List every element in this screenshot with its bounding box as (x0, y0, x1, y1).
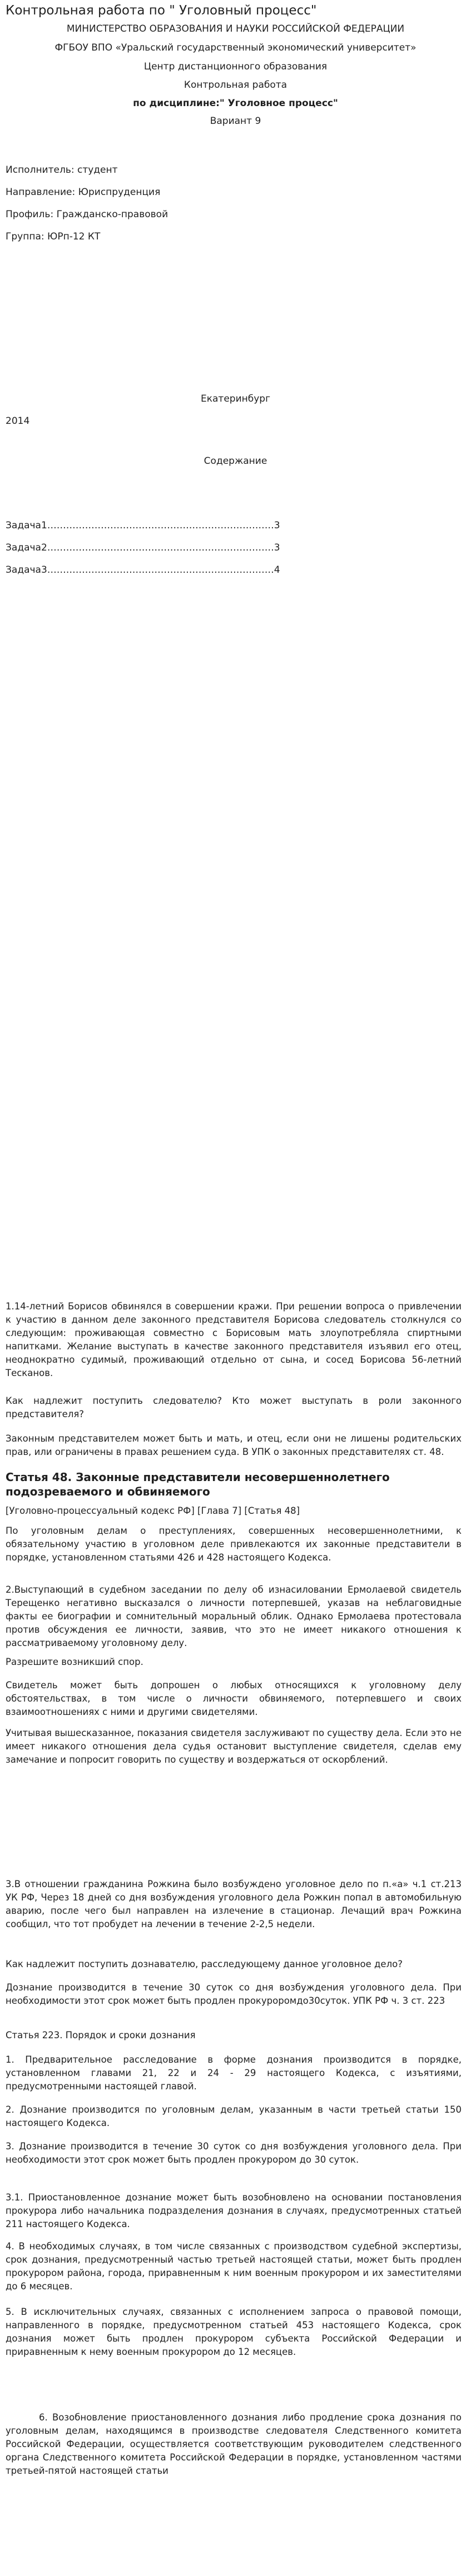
discipline-line: по дисциплине:" Уголовное процесс" (133, 98, 338, 109)
profile-line: Профиль: Гражданско-правовой (6, 209, 168, 220)
article-223-item: 3.1. Приостановленное дознание может быть возобновлено на основании постановления прокурора либо начальника подразделения дознания в случаях, предусмотренных статьей 211 настоящего Кодекса. (6, 2192, 462, 2229)
group-line: Группа: ЮРп-12 КТ (6, 231, 101, 242)
year-line: 2014 (6, 416, 30, 427)
work-type-line: Контрольная работа (184, 79, 287, 91)
article-223-item: 1. Предварительное расследование в форме дознания производится в порядке, установленном главами 21, 22 и 24 - 29 настоящего Кодекса, с изъятиями, предусмотренными настоящей главой. (6, 2054, 462, 2092)
page-title: Контрольная работа по " Уголовный процесс" (6, 3, 317, 18)
city-line: Екатеринбург (200, 393, 270, 404)
task2-question: Разрешите возникший спор. (6, 1657, 143, 1667)
article-48-source: [Уголовно-процессуальный кодекс РФ] [Глава 7] [Статья 48] (6, 1505, 300, 1516)
task2-answer-1: Свидетель может быть допрошен о любых относящихся к уголовному делу обстоятельствах, в том числе о личности обвиняемого, потерпевшего и своих взаимоотношениях с ними и другими свидетелями. (6, 1680, 462, 1717)
university-line: ФГБОУ ВПО «Уральский государственный экономический университет» (54, 42, 417, 53)
toc-row: Задача2………………………………………………………………3 (6, 542, 280, 553)
task1-answer: Законным представителем может быть и мать, и отец, если они не лишены родительских прав, или ограничены в правах решением суда. В УПК о законных представителях ст. 48. (6, 1433, 462, 1457)
article-223-item: 3. Дознание производится в течение 30 суток со дня возбуждения уголовного дела. При необходимости этот срок может быть продлен прокурором до 30 суток. (6, 2141, 462, 2165)
article-223-item: 2. Дознание производится по уголовным делам, указанным в части третьей статьи 150 настоящего Кодекса. (6, 2104, 462, 2128)
executor-line: Исполнитель: студент (6, 164, 118, 176)
task3-condition: 3.В отношении гражданина Рожкина было возбуждено уголовное дело по п.«а» ч.1 ст.213 УК РФ, Через 18 дней со дня возбуждения уголовного дела Рожкин попал в автомобильную аварию, после чего был направлен на излечение в стационар. Лечащий врач Рожкина сообщил, что тот пробудет на лечении в течение 2-2,5 недели. (6, 1879, 462, 1929)
toc-row: Задача1………………………………………………………………3 (6, 520, 280, 531)
task2-answer-2: Учитывая вышесказанное, показания свидетеля заслуживают по существу дела. Если это не имеет никакого отношения дела судья остановит выступление свидетеля, сделав ему замечание и попросит говорить по существу и воздержаться от оскорблений. (6, 1728, 462, 1765)
direction-line: Направление: Юриспруденция (6, 187, 161, 198)
variant-line: Вариант 9 (210, 116, 261, 127)
toc-heading: Содержание (204, 456, 267, 467)
center-line: Центр дистанционного образования (143, 61, 328, 72)
article-48-text: По уголовным делам о преступлениях, совершенных несовершеннолетними, к обязательному участию в уголовном деле привлекаются их законные представители в порядке, установленном статьями 426 и 428 настоящего Кодекса. (6, 1525, 462, 1563)
toc-row: Задача3………………………………………………………………4 (6, 564, 280, 576)
article-223-item: 4. В необходимых случаях, в том числе связанных с производством судебной экспертизы, срок дознания, предусмотренный частью третьей настоящей статьи, может быть продлен прокурором района, города, приравненным к ним военным прокурором и их заместителями до 6 месяцев. (6, 2241, 462, 2292)
task1-condition: 1.14-летний Борисов обвинялся в совершении кражи. При решении вопроса о привлечении к участию в данном деле законного представителя Борисова следователь столкнулся со следующим: проживающая совместно с Борисовым мать злоупотребляла спиртными напитками. Желание выступать в качестве законного представителя изъявил его отец, неоднократно судимый, проживающий отдельно от сына, и сосед Борисова 56-летний Тесканов. (6, 1301, 462, 1378)
article-223-item-6: 6. Возобновление приостановленного дознания либо продление срока дознания по уголовным делам, находящимся в производстве следователя Следственного комитета Российской Федерации, осуществляется соответствующим руководителем следственного органа Следственного комитета Российской Федерации в порядке, установленном частями третьей-пятой настоящей статьи (6, 2412, 462, 2476)
article-223-title: Статья 223. Порядок и сроки дознания (6, 2030, 196, 2040)
task3-question: Как надлежит поступить дознавателю, расследующему данное уголовное дело? (6, 1959, 403, 1969)
article-223-item: 5. В исключительных случаях, связанных с исполнением запроса о правовой помощи, направленного в порядке, предусмотренном статьей 453 настоящего Кодекса, срок дознания может быть продлен прокурором субъекта Российской Федерации и приравненным к нему военным прокурором до 12 месяцев. (6, 2307, 462, 2357)
task1-question: Как надлежит поступить следователю? Кто может выступать в роли законного представителя? (6, 1395, 462, 1419)
task2-condition: 2.Выступающий в судебном заседании по делу об изнасиловании Ермолаевой свидетель Терещенко негативно высказался о личности потерпевшей, указав на неблаговидные факты ее биографии и сомнительный моральный облик. Однако Ермолаева протестовала против обсуждения ее личности, заявив, что это не имеет никакого отношения к рассматриваемому уголовному делу. (6, 1584, 462, 1648)
task3-answer: Дознание производится в течение 30 суток со дня возбуждения уголовного дела. При необходимости этот срок может быть продлен прокуроромдо30суток. УПК РФ ч. 3 ст. 223 (6, 1982, 462, 2006)
article-48-heading: Статья 48. Законные представители несовершеннолетнего подозреваемого и обвиняемого (6, 1470, 390, 1498)
ministry-line: МИНИСТЕРСТВО ОБРАЗОВАНИЯ И НАУКИ РОССИЙСКОЙ ФЕДЕРАЦИИ (66, 23, 405, 34)
